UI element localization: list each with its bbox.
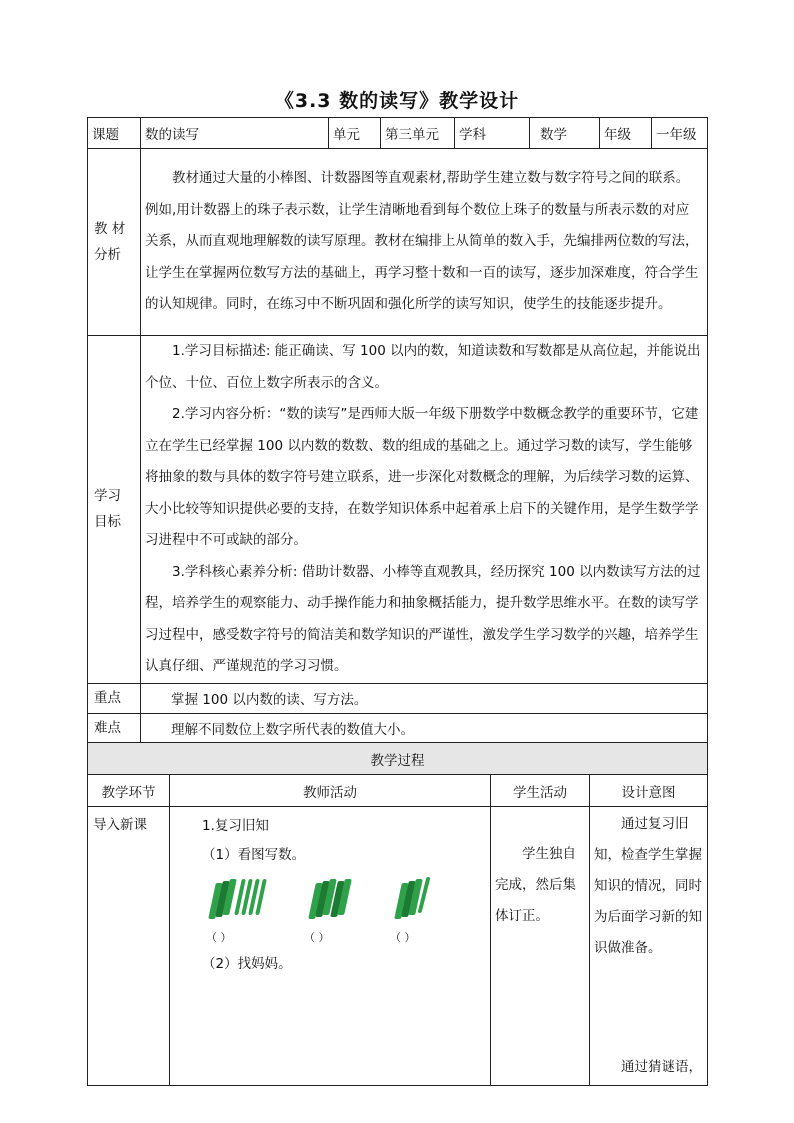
grade-label: 年级 [600, 118, 652, 149]
topic-label: 课题 [88, 118, 141, 149]
stick-bundle-image-2 [312, 877, 352, 921]
key-point-row [88, 683, 708, 713]
material-text: 教材通过大量的小棒图、计数器图等直观素材,帮助学生建立数与数字符号之间的联系。例如,用计数器上的珠子表示数，让学生清晰地看到每个数位上珠子的数量与所表示数的对应关系，从而直观地理解数的读写原理。教材在编排上从简单的数入手，先编排两位数的写法，让学生在掌握两位数写方法的基础上，再学习整十数和一百的读写，逐步加深难度，符合学生的认知规律。同时，在练习中不断巩固和强化所学的读写知识，使学生的技能逐步提升。 [145, 170, 699, 313]
stage-cell: 导入新课 [88, 807, 170, 1086]
key-point-text: 掌握 100 以内数的读、写方法。 [141, 683, 708, 713]
col-intent-header: 设计意图 [590, 775, 708, 807]
key-point-label: 重点 [88, 683, 141, 713]
col-teacher-header: 教师活动 [170, 775, 491, 807]
grade-value: 一年级 [652, 118, 708, 149]
student-activity-text: 学生独自完成，然后集体订正。 [495, 846, 576, 924]
teacher-look-and-write-line: （1）看图写数。 [202, 847, 306, 863]
material-row [88, 149, 708, 336]
difficulty-row [88, 713, 708, 743]
process-heading: 教学过程 [88, 743, 708, 775]
stick-bundle-image-3 [398, 877, 432, 921]
goals-label: 学习 目标 [88, 336, 141, 684]
goals-content [141, 336, 708, 684]
teacher-activity-cell [170, 807, 491, 1086]
material-content [141, 149, 708, 336]
unit-value: 第三单元 [381, 118, 455, 149]
goal-paragraph-2: 2.学习内容分析：“数的读写”是西师大版一年级下册数学中数概念教学的重要环节，它建立在学生已经掌握 100 以内数的数数、数的组成的基础之上。通过学习数的读写，学生能够将抽象的数与具体的数字符号建立联系，进一步深化对数概念的理解，为后续学习数的运算、大小比较等知识提供必要的支持，在数学知识体系中起着承上启下的关键作用，是学生数学学习进程中不可或缺的部分。 [145, 406, 699, 548]
subject-label: 学科 [455, 118, 530, 149]
design-intent-text-1: 通过复习旧知，检查学生掌握知识的情况，同时为后面学习新的知识做准备。 [594, 816, 702, 956]
design-intent-cell [590, 807, 708, 1086]
answer-blank-3[interactable]: （ ） [390, 931, 416, 944]
teacher-review-line: 1.复习旧知 [202, 818, 269, 834]
subject-value: 数学 [530, 118, 600, 149]
difficulty-text: 理解不同数位上数字所代表的数值大小。 [141, 713, 708, 743]
info-row [88, 118, 708, 149]
answer-blank-2[interactable]: （ ） [304, 931, 330, 944]
teacher-find-mother-line: （2）找妈妈。 [202, 956, 292, 972]
process-header-row [88, 775, 708, 807]
process-body-row [88, 807, 708, 1086]
col-student-header: 学生活动 [491, 775, 590, 807]
process-heading-row [88, 743, 708, 775]
stick-figure-area [202, 871, 486, 951]
difficulty-label: 难点 [88, 713, 141, 743]
teaching-process-table [87, 742, 708, 1086]
design-intent-text-2: 通过猜谜语， [621, 1059, 702, 1075]
student-activity-cell [491, 807, 590, 1086]
col-stage-header: 教学环节 [88, 775, 170, 807]
topic-value: 数的读写 [141, 118, 329, 149]
unit-label: 单元 [329, 118, 381, 149]
material-label: 教 材 分析 [88, 149, 141, 336]
answer-blank-1[interactable]: （ ） [206, 931, 232, 944]
lesson-info-table [87, 117, 708, 744]
goal-paragraph-3: 3.学科核心素养分析: 借助计数器、小棒等直观教具，经历探究 100 以内数读写方法的过程，培养学生的观察能力、动手操作能力和抽象概括能力，提升数学思维水平。在数的读写学习过程中，感受数字符号的简洁美和数学知识的严谨性，激发学生学习数学的兴趣，培养学生认真仔细、严谨规范的学习习惯。 [145, 563, 701, 674]
goal-paragraph-1: 1.学习目标描述: 能正确读、写 100 以内的数，知道读数和写数都是从高位起，并能说出个位、十位、百位上数字所表示的含义。 [145, 343, 701, 391]
stick-bundle-image-1 [212, 877, 272, 921]
goals-row [88, 336, 708, 684]
document-title: 《3.3 数的读写》教学设计 [274, 90, 520, 112]
